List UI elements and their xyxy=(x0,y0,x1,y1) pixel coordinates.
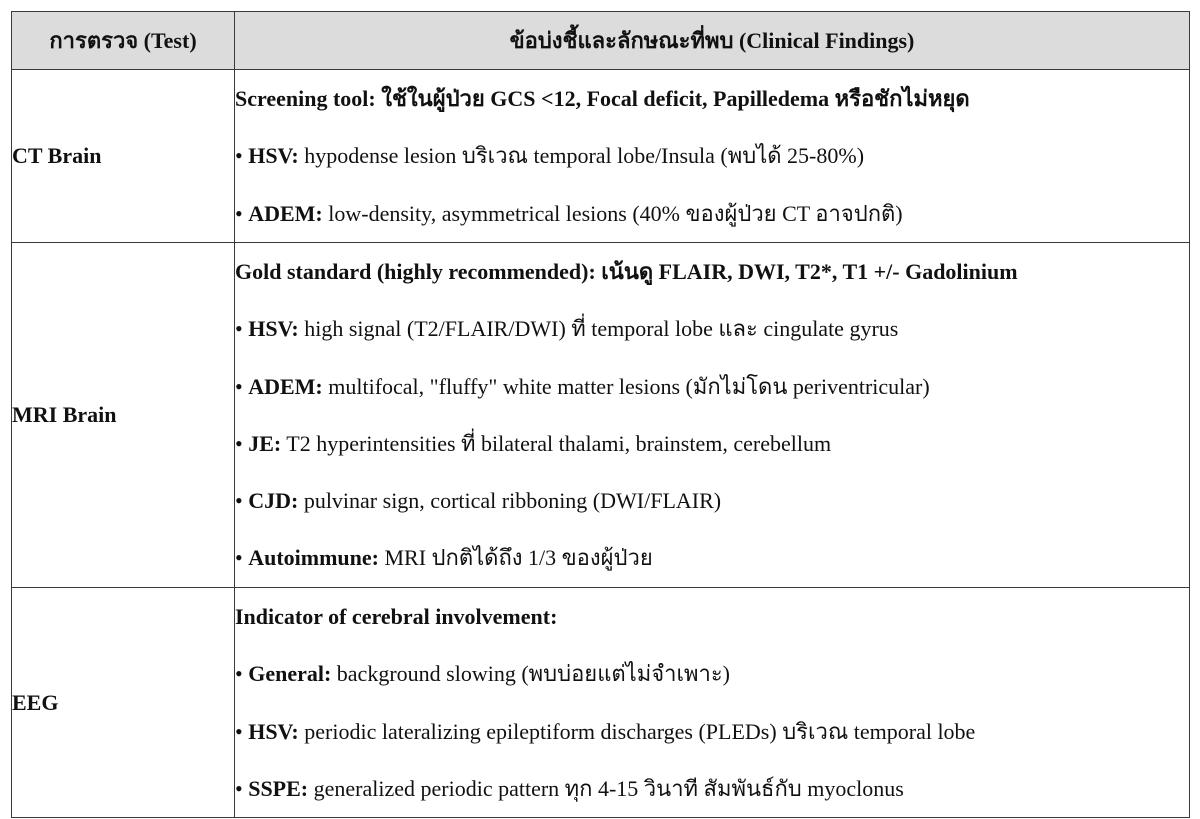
bullet-text: T2 hyperintensities ที่ bilateral thalami, brainstem, cerebellum xyxy=(281,430,832,456)
findings-bullet xyxy=(235,472,1189,529)
bullet-text: periodic lateralizing epileptiform discharges (PLEDs) บริเวณ temporal lobe xyxy=(298,718,976,744)
findings-headline: Gold standard (highly recommended): เน้นดู FLAIR, DWI, T2*, T1 +/- Gadolinium xyxy=(235,259,1018,284)
bullet-label: HSV: xyxy=(248,316,299,342)
findings-cell xyxy=(235,243,1190,588)
bullet-text: low-density, asymmetrical lesions (40% ของผู้ป่วย CT อาจปกติ) xyxy=(322,200,903,226)
bullet-marker: • xyxy=(235,200,249,226)
table-row-eeg xyxy=(12,588,1190,818)
bullet-label: HSV: xyxy=(248,143,299,169)
findings-cell xyxy=(235,70,1190,243)
test-name: EEG xyxy=(12,588,235,818)
findings-cell xyxy=(235,588,1190,818)
bullet-text: hypodense lesion บริเวณ temporal lobe/Insula (พบได้ 25-80%) xyxy=(298,143,865,169)
findings-bullet xyxy=(235,645,1189,702)
findings-bullet xyxy=(235,760,1189,817)
bullet-marker: • xyxy=(235,661,249,687)
bullet-text: multifocal, "fluffy" white matter lesions (มักไม่โดน periventricular) xyxy=(322,373,930,399)
bullet-marker: • xyxy=(235,430,249,456)
table-header xyxy=(12,12,1190,70)
clinical-findings-table xyxy=(11,11,1190,818)
table-row-mri-brain xyxy=(12,243,1190,588)
bullet-text: high signal (T2/FLAIR/DWI) ที่ temporal lobe และ cingulate gyrus xyxy=(298,316,899,342)
bullet-marker: • xyxy=(235,143,249,169)
header-row xyxy=(12,12,1190,70)
bullet-label: JE: xyxy=(248,430,282,456)
bullet-marker: • xyxy=(235,373,249,399)
bullet-label: HSV: xyxy=(248,718,299,744)
bullet-marker: • xyxy=(235,488,249,514)
bullet-marker: • xyxy=(235,545,249,571)
findings-bullet xyxy=(235,529,1189,586)
findings-bullet xyxy=(235,300,1189,357)
bullet-text: generalized periodic pattern ทุก 4-15 วินาที สัมพันธ์กับ myoclonus xyxy=(308,775,904,801)
findings-bullet xyxy=(235,703,1189,760)
bullet-label: SSPE: xyxy=(248,775,309,801)
findings-bullet xyxy=(235,358,1189,415)
bullet-label: General: xyxy=(248,661,332,687)
findings-bullet xyxy=(235,185,1189,242)
bullet-text: background slowing (พบบ่อยแต่ไม่จำเพาะ) xyxy=(331,661,730,687)
test-name: MRI Brain xyxy=(12,243,235,588)
test-name: CT Brain xyxy=(12,70,235,243)
bullet-marker: • xyxy=(235,316,249,342)
bullet-text: pulvinar sign, cortical ribboning (DWI/FLAIR) xyxy=(298,488,722,514)
findings-headline: Screening tool: ใช้ในผู้ป่วย GCS <12, Focal deficit, Papilledema หรือชักไม่หยุด xyxy=(235,86,970,111)
bullet-text: MRI ปกติได้ถึง 1/3 ของผู้ป่วย xyxy=(378,545,653,571)
bullet-marker: • xyxy=(235,718,249,744)
bullet-label: CJD: xyxy=(248,488,299,514)
header-findings: ข้อบ่งชี้และลักษณะที่พบ (Clinical Findings) xyxy=(235,12,1190,70)
findings-headline: Indicator of cerebral involvement: xyxy=(235,604,558,629)
findings-bullet xyxy=(235,127,1189,184)
header-test: การตรวจ (Test) xyxy=(12,12,235,70)
bullet-label: ADEM: xyxy=(248,200,323,226)
bullet-label: ADEM: xyxy=(248,373,323,399)
table-row-ct-brain xyxy=(12,70,1190,243)
bullet-marker: • xyxy=(235,775,249,801)
findings-bullet xyxy=(235,415,1189,472)
bullet-label: Autoimmune: xyxy=(248,545,379,571)
